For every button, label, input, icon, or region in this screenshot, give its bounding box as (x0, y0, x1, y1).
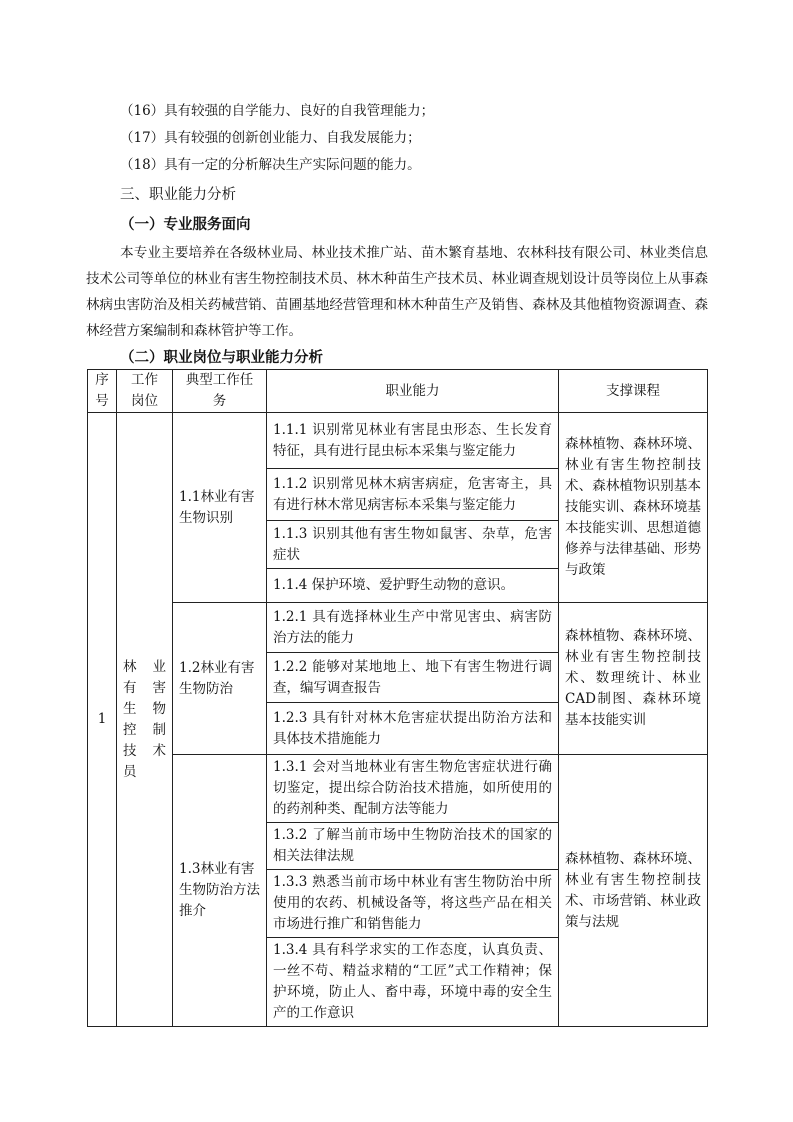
list-item-16: （16）具有较强的自学能力、良好的自我管理能力； (120, 103, 435, 119)
ability-cell: 1.3.2 了解当前市场中生物防治技术的国家的相关法律法规 (267, 823, 559, 870)
section-title: 三、职业能力分析 (120, 187, 236, 203)
header-ability: 职业能力 (267, 370, 559, 413)
row-number: 1 (88, 413, 117, 1027)
service-paragraph (86, 240, 708, 344)
ability-cell: 1.1.4 保护环境、爱护野生动物的意识。 (267, 569, 559, 603)
list-item-18: （18）具有一定的分析解决生产实际问题的能力。 (120, 157, 421, 173)
ability-cell: 1.3.4 具有科学求实的工作态度，认真负责、一丝不苟、精益求精的“工匠”式工作精神；保护环境，防止人、畜中毒，环境中毒的安全生产的工作意识 (267, 938, 559, 1027)
task-cell: 1.1林业有害生物识别 (173, 413, 267, 603)
ability-cell: 1.1.1 识别常见林业有害昆虫形态、生长发育特征，具有进行昆虫标本采集与鉴定能力 (267, 413, 559, 469)
subsection-title-positions: （二）职业岗位与职业能力分析 (120, 350, 323, 366)
course-cell: 森林植物、森林环境、林业有害生物控制技术、数理统计、林业CAD制图、森林环境基本技能实训 (559, 603, 708, 755)
ability-cell: 1.2.2 能够对某地地上、地下有害生物进行调查，编写调查报告 (267, 653, 559, 703)
table-row (88, 603, 708, 653)
header-no: 序号 (88, 370, 117, 413)
job-line: 控 制 (123, 721, 166, 738)
table-row (88, 755, 708, 823)
task-cell: 1.2林业有害生物防治 (173, 603, 267, 755)
header-job: 工作岗位 (117, 370, 173, 413)
table-row (88, 413, 708, 469)
table-header-row (88, 370, 708, 413)
service-paragraph-text: 本专业主要培养在各级林业局、林业技术推广站、苗木繁育基地、农林科技有限公司、林业类信息技术公司等单位的林业有害生物控制技术员、林木种苗生产技术员、林业调查规划设计员等岗位上从事森林病虫害防治及相关药械营销、苗圃基地经营管理和林木种苗生产及销售、森林及其他植物资源调查、森林经营方案编制和森林管护等工作。 (86, 245, 708, 339)
job-line: 生 物 (123, 700, 166, 717)
list-item-17: （17）具有较强的创新创业能力、自我发展能力； (120, 130, 421, 146)
job-line: 有 害 (123, 679, 166, 696)
job-title (117, 657, 172, 783)
course-cell: 森林植物、森林环境、林业有害生物控制技术、森林植物识别基本技能实训、森林环境基本技能实训、思想道德修养与法律基础、形势与政策 (559, 413, 708, 603)
ability-cell: 1.3.1 会对当地林业有害生物危害症状进行确切鉴定，提出综合防治技术措施，如所使用的的药剂种类、配制方法等能力 (267, 755, 559, 823)
ability-table (87, 369, 708, 1027)
ability-cell: 1.1.3 识别其他有害生物如鼠害、杂草，危害症状 (267, 521, 559, 569)
ability-cell: 1.2.1 具有选择林业生产中常见害虫、病害防治方法的能力 (267, 603, 559, 653)
subsection-title-service: （一）专业服务面向 (120, 217, 251, 233)
header-task: 典型工作任务 (173, 370, 267, 413)
ability-cell: 1.3.3 熟悉当前市场中林业有害生物防治中所使用的农药、机械设备等，将这些产品在相关市场进行推广和销售能力 (267, 870, 559, 938)
ability-cell: 1.1.2 识别常见林木病害病症，危害寄主，具有进行林木常见病害标本采集与鉴定能力 (267, 469, 559, 521)
course-cell: 森林植物、森林环境、林业有害生物控制技术、市场营销、林业政策与法规 (559, 755, 708, 1027)
ability-cell: 1.2.3 具有针对林木危害症状提出防治方法和具体技术措施能力 (267, 703, 559, 755)
job-line: 技 术 (123, 742, 166, 759)
job-line: 林 业 (123, 658, 166, 675)
job-title-cell (117, 413, 173, 1027)
header-course: 支撑课程 (559, 370, 708, 413)
job-line: 员 (123, 763, 137, 780)
task-cell: 1.3林业有害生物防治方法推介 (173, 755, 267, 1027)
